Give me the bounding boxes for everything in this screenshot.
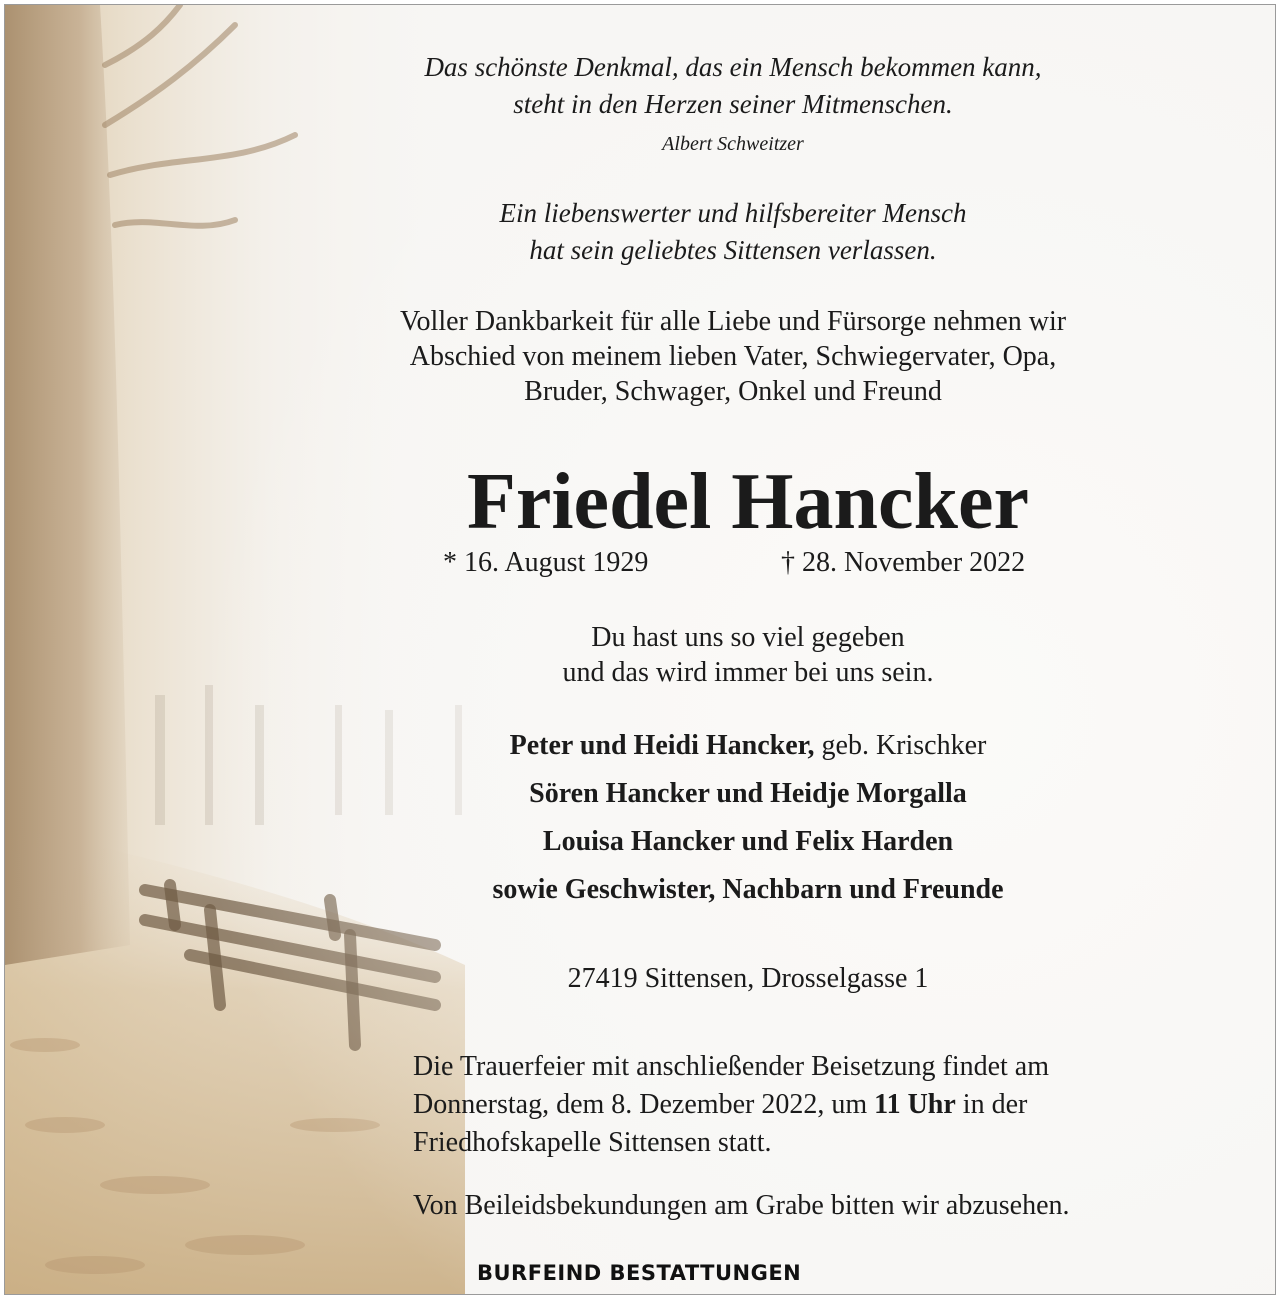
mourners-list <box>305 727 1191 919</box>
obituary-notice <box>4 4 1276 1295</box>
farewell-line: Bruder, Schwager, Onkel und Freund <box>524 376 942 407</box>
condolence-note: Von Beileidsbekundungen am Grabe bitten wir abzusehen. <box>413 1190 1070 1221</box>
mourning-address: 27419 Sittensen, Drosselgasse 1 <box>567 963 929 994</box>
service-time: 11 Uhr <box>874 1089 956 1120</box>
farewell-text <box>305 304 1161 409</box>
intro-text <box>305 195 1161 269</box>
farewell-line: Voller Dankbarkeit für alle Liebe und Fürsorge nehmen wir <box>399 306 1067 337</box>
mourner-entry: Sören Hancker und Heidje Morgalla <box>529 778 967 809</box>
quote-author: Albert Schweitzer <box>662 133 804 155</box>
verse-line: und das wird immer bei uns sein. <box>562 657 934 688</box>
farewell-line: Abschied von meinem lieben Vater, Schwiegervater, Opa, <box>409 341 1057 372</box>
mourner-entry: sowie Geschwister, Nachbarn und Freunde <box>492 874 1004 905</box>
service-location-prefix: in der <box>955 1089 1028 1120</box>
mourner-maiden-name: geb. Krischker <box>814 730 987 761</box>
death-date: † 28. November 2022 <box>781 547 1026 578</box>
verse-line: Du hast uns so viel gegeben <box>591 622 905 653</box>
intro-line: hat sein geliebtes Sittensen verlassen. <box>529 235 937 265</box>
service-line <box>413 1086 1049 1124</box>
birth-date: * 16. August 1929 <box>443 547 649 578</box>
service-date-text: Donnerstag, dem 8. Dezember 2022, um <box>413 1089 875 1120</box>
intro-line: Ein liebenswerter und hilfsbereiter Mensch <box>499 198 967 228</box>
verse-text <box>305 620 1191 690</box>
quote-line: steht in den Herzen seiner Mitmenschen. <box>513 89 953 119</box>
mourner-entry <box>305 727 1191 775</box>
quote-line: Das schönste Denkmal, das ein Mensch bekommen kann, <box>424 52 1042 82</box>
mourner-name: Peter und Heidi Hancker, <box>509 730 815 761</box>
deceased-name: Friedel Hancker <box>466 458 1030 546</box>
service-line: Die Trauerfeier mit anschließender Beisetzung findet am <box>413 1051 1050 1082</box>
funeral-home-logo: BURFEIND BESTATTUNGEN <box>477 1261 802 1285</box>
memorial-quote <box>305 49 1161 123</box>
funeral-service-info <box>413 1048 1049 1162</box>
service-line: Friedhofskapelle Sittensen statt. <box>413 1127 772 1158</box>
notice-text-area <box>5 5 1275 1294</box>
mourner-entry: Louisa Hancker und Felix Harden <box>542 826 954 857</box>
